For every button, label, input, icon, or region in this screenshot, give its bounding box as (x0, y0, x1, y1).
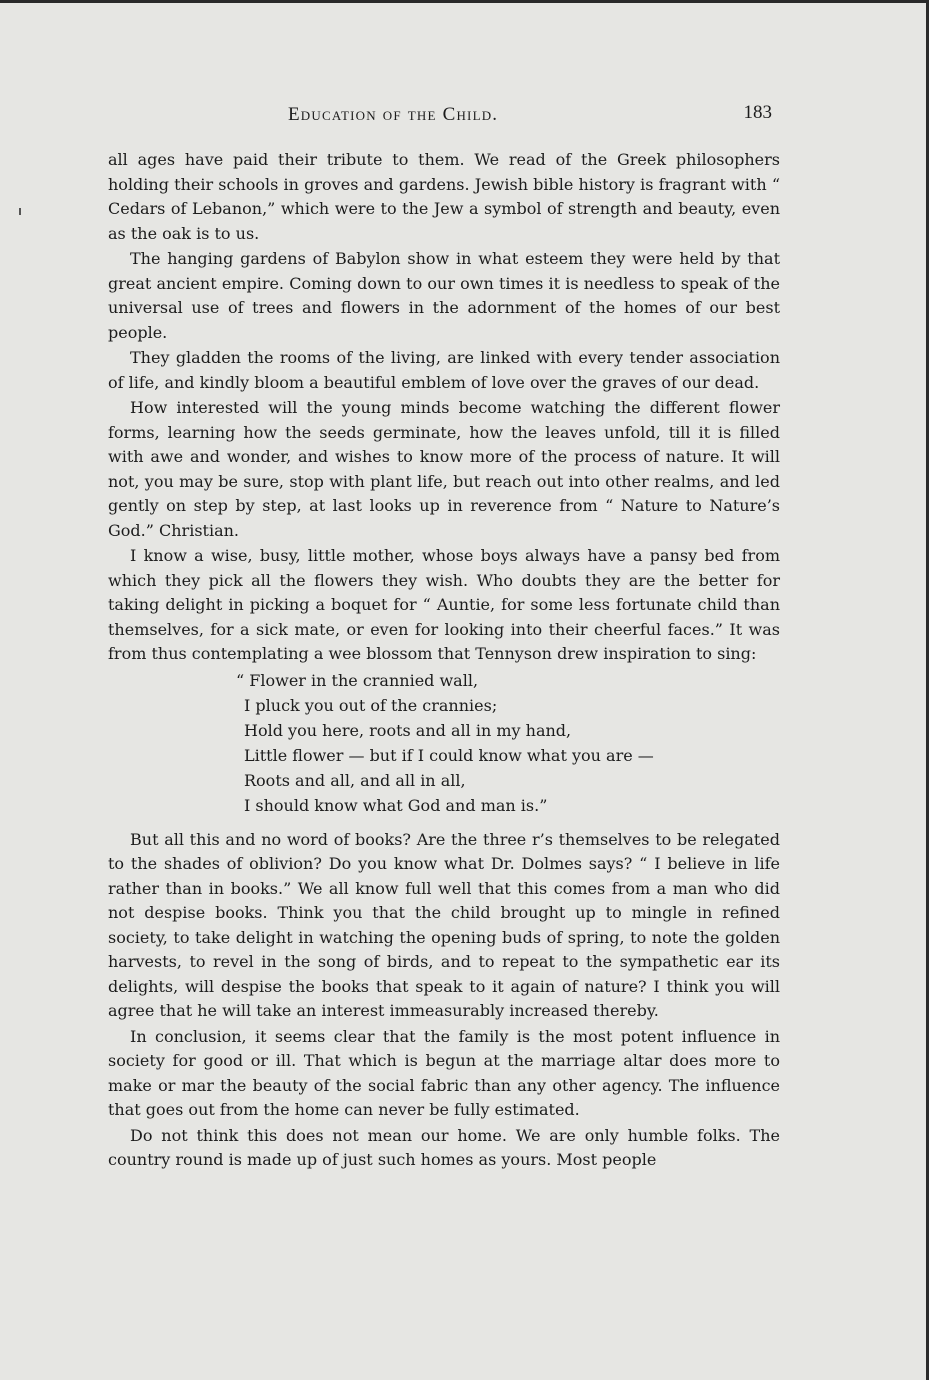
poem-line: Little flower — but if I could know what you are — (244, 745, 654, 765)
poem-line: Roots and all, and all in all, (244, 770, 466, 790)
page-number: 183 (743, 102, 772, 123)
paragraph: They gladden the rooms of the living, are linked with every tender association of life, and kindly bloom a beautiful emblem of love over the graves of our dead. (108, 348, 780, 392)
paragraph: How interested will the young minds become watching the different flower forms, learning how the seeds germinate, how the leaves unfold, till it is filled with awe and wonder, and wishes to know more of the process of nature. It will not, you may be sure, stop with plant life, but reach out into other realms, and led gently on step by step, at last looks up in reverence from “ Nature to Nature’s God.” Christian. (108, 398, 780, 540)
running-head (108, 100, 776, 130)
paragraph: The hanging gardens of Babylon show in what esteem they were held by that great ancient empire. Coming down to our own times it is needless to speak of the universal use of trees and flowers in the adornment of the homes of our best people. (108, 249, 780, 342)
paragraph: Do not think this does not mean our home. We are only humble folks. The country round is made up of just such homes as yours. Most people (108, 1125, 780, 1169)
poem-spacer (108, 818, 780, 828)
running-title: Education of the Child. (288, 104, 499, 125)
paragraph: all ages have paid their tribute to them. We read of the Greek philosophers holding their schools in groves and gardens. Jewish bible history is fragrant with “ Cedars of Lebanon,” which were to the Jew a symbol of strength and beauty, even as the oak is to us. (108, 150, 780, 243)
paragraph: I know a wise, busy, little mother, whose boys always have a pansy bed from which they pick all the flowers they wish. Who doubts they are the better for taking delight in picking a boquet for “ Auntie, for some less fortunate child than themselves, for a sick mate, or even for looking into their cheerful faces.” It was from thus contemplating a wee blossom that Tennyson drew inspiration to sing: (108, 546, 780, 663)
poem-line: Hold you here, roots and all in my hand, (244, 720, 572, 740)
poem-line: I pluck you out of the crannies; (244, 695, 498, 715)
page-top-edge (0, 0, 929, 3)
margin-mark (19, 208, 21, 215)
poem-line: “ Flower in the crannied wall, (236, 670, 479, 690)
body-text (108, 148, 780, 1174)
poem-line: I should know what God and man is.” (244, 795, 548, 815)
paragraph: But all this and no word of books? Are the three r’s themselves to be relegated to the shades of oblivion? Do you know what Dr. Dolmes says? “ I believe in life rather than in books.” We all know full well that this comes from a man who did not despise books. Think you that the child brought up to mingle in refined society, to take delight in watching the opening buds of spring, to note the golden harvests, to revel in the song of birds, and to repeat to the sympathetic ear its delights, will despise the books that speak to it again of nature? I think you will agree that he will take an interest immeasurably increased thereby. (108, 829, 780, 1020)
poem-quotation (236, 668, 780, 818)
paragraph: In conclusion, it seems clear that the family is the most potent influence in society for good or ill. That which is begun at the marriage altar does more to make or mar the beauty of the social fabric than any other agency. The influence that goes out from the home can never be fully estimated. (108, 1026, 780, 1119)
